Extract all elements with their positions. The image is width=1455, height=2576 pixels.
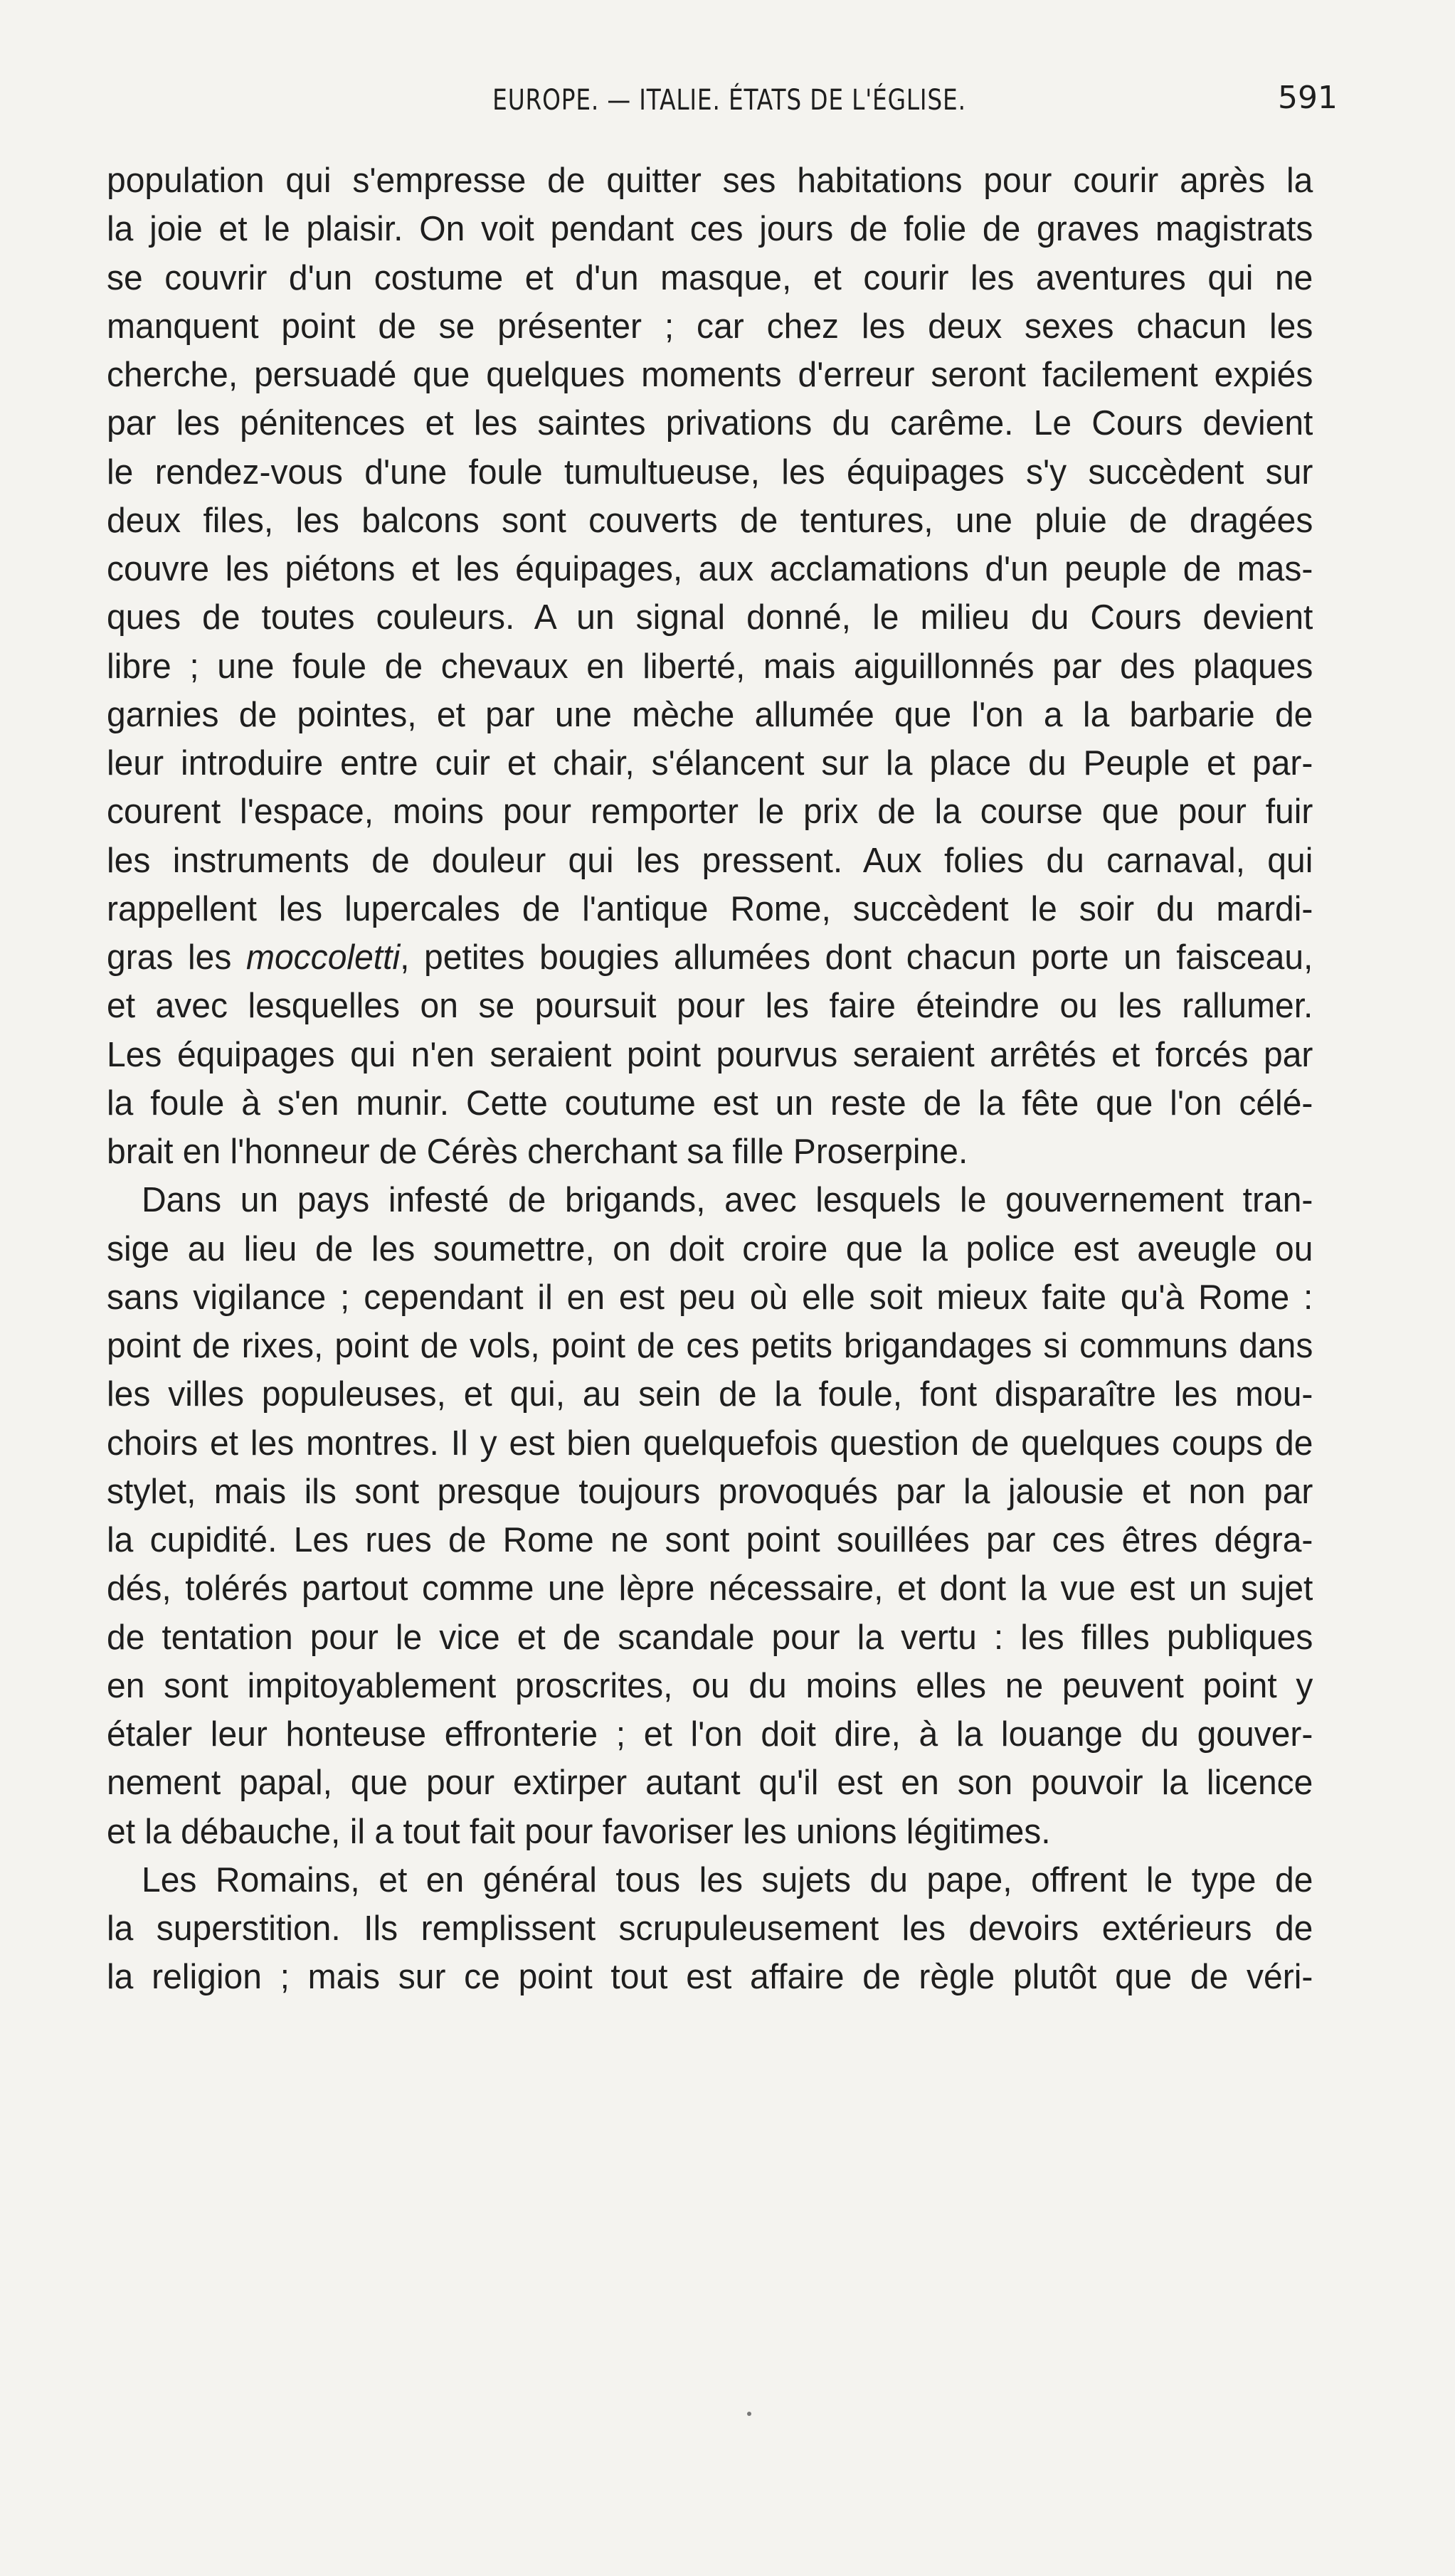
text-line: en sont impitoyablement proscrites, ou du moins elles ne peuvent point y <box>107 1666 1313 1705</box>
text-line: couvre les piétons et les équipages, aux acclamations d'un peuple de mas- <box>107 550 1313 588</box>
text-line: la foule à s'en munir. Cette coutume est un reste de la fête que l'on célé- <box>107 1083 1313 1123</box>
text-line: la religion ; mais sur ce point tout est affaire de règle plutôt que de véri- <box>107 1958 1313 1997</box>
text-line: par les pénitences et les saintes privations du carême. Le Cours devient <box>107 404 1313 443</box>
text-line: Les Romains, et en général tous les sujets du pape, offrent le type de <box>142 1860 1313 1899</box>
text-line: gras les moccoletti, petites bougies allumées dont chacun porte un faisceau, <box>107 938 1313 977</box>
text-line: de tentation pour le vice et de scandale pour la vertu : les filles publiques <box>107 1618 1313 1657</box>
text-line: garnies de pointes, et par une mèche allumée que l'on a la barbarie de <box>107 695 1313 734</box>
page-header <box>107 80 1352 134</box>
text-line: étaler leur honteuse effronterie ; et l'on doit dire, à la louange du gouver- <box>107 1715 1313 1754</box>
text-line: et avec lesquelles on se poursuit pour les faire éteindre ou les rallumer. <box>107 987 1313 1026</box>
text-line: brait en l'honneur de Cérès cherchant sa fille Proserpine. <box>107 1133 968 1171</box>
body-text <box>107 157 1338 2002</box>
text-line: la cupidité. Les rues de Rome ne sont point souillées par ces êtres dégra- <box>107 1521 1313 1559</box>
text-line: dés, tolérés partout comme une lèpre nécessaire, et dont la vue est un sujet <box>107 1569 1313 1608</box>
text-line: et la débauche, il a tout fait pour favoriser les unions légitimes. <box>107 1812 1051 1851</box>
text-line: population qui s'empresse de quitter ses habitations pour courir après la <box>107 161 1313 200</box>
text-line: leur introduire entre cuir et chair, s'élancent sur la place du Peuple et par- <box>107 744 1313 783</box>
text-line: manquent point de se présenter ; car chez les deux sexes chacun les <box>107 307 1313 346</box>
italic-term: moccoletti <box>245 938 401 977</box>
text-line: Les équipages qui n'en seraient point pourvus seraient arrêtés et forcés par <box>107 1035 1313 1074</box>
text-line: le rendez-vous d'une foule tumultueuse, les équipages s'y succèdent sur <box>107 452 1313 492</box>
text-line: les villes populeuses, et qui, au sein de la foule, font disparaître les mou- <box>107 1375 1313 1414</box>
text-line: point de rixes, point de vols, point de ces petits brigandages si communs dans <box>107 1327 1313 1365</box>
text-line: deux files, les balcons sont couverts de tentures, une pluie de dragées <box>107 501 1313 540</box>
text-line: sige au lieu de les soumettre, on doit croire que la police est aveugle ou <box>107 1229 1313 1268</box>
text-line: stylet, mais ils sont presque toujours provoqués par la jalousie et non par <box>107 1472 1313 1511</box>
text-line: la superstition. Ils remplissent scrupuleusement les devoirs extérieurs de <box>107 1909 1313 1948</box>
text-line: la joie et le plaisir. On voit pendant ces jours de folie de graves magistrats <box>107 210 1313 249</box>
page-number: 591 <box>1278 80 1338 116</box>
text-line: rappellent les lupercales de l'antique Rome, succèdent le soir du mardi- <box>107 889 1313 928</box>
text-line: nement papal, que pour extirper autant qu'il est en son pouvoir la licence <box>107 1764 1313 1803</box>
running-head: EUROPE. — ITALIE. ÉTATS DE L'ÉGLISE. <box>492 84 966 117</box>
ink-speck <box>747 2412 751 2416</box>
text-line: Dans un pays infesté de brigands, avec lesquels le gouvernement tran- <box>142 1181 1313 1220</box>
text-line: sans vigilance ; cependant il en est peu où elle soit mieux faite qu'à Rome : <box>107 1278 1313 1317</box>
text-line: les instruments de douleur qui les pressent. Aux folies du carnaval, qui <box>107 841 1313 880</box>
text-line: cherche, persuadé que quelques moments d'erreur seront facilement expiés <box>107 356 1313 394</box>
text-line: ques de toutes couleurs. A un signal donné, le milieu du Cours devient <box>107 598 1313 637</box>
text-line: choirs et les montres. Il y est bien quelquefois question de quelques coups de <box>107 1424 1313 1463</box>
text-line: libre ; une foule de chevaux en liberté, mais aiguillonnés par des plaques <box>107 647 1313 686</box>
text-line: se couvrir d'un costume et d'un masque, et courir les aventures qui ne <box>107 258 1313 297</box>
text-line: courent l'espace, moins pour remporter le prix de la course que pour fuir <box>107 793 1313 832</box>
